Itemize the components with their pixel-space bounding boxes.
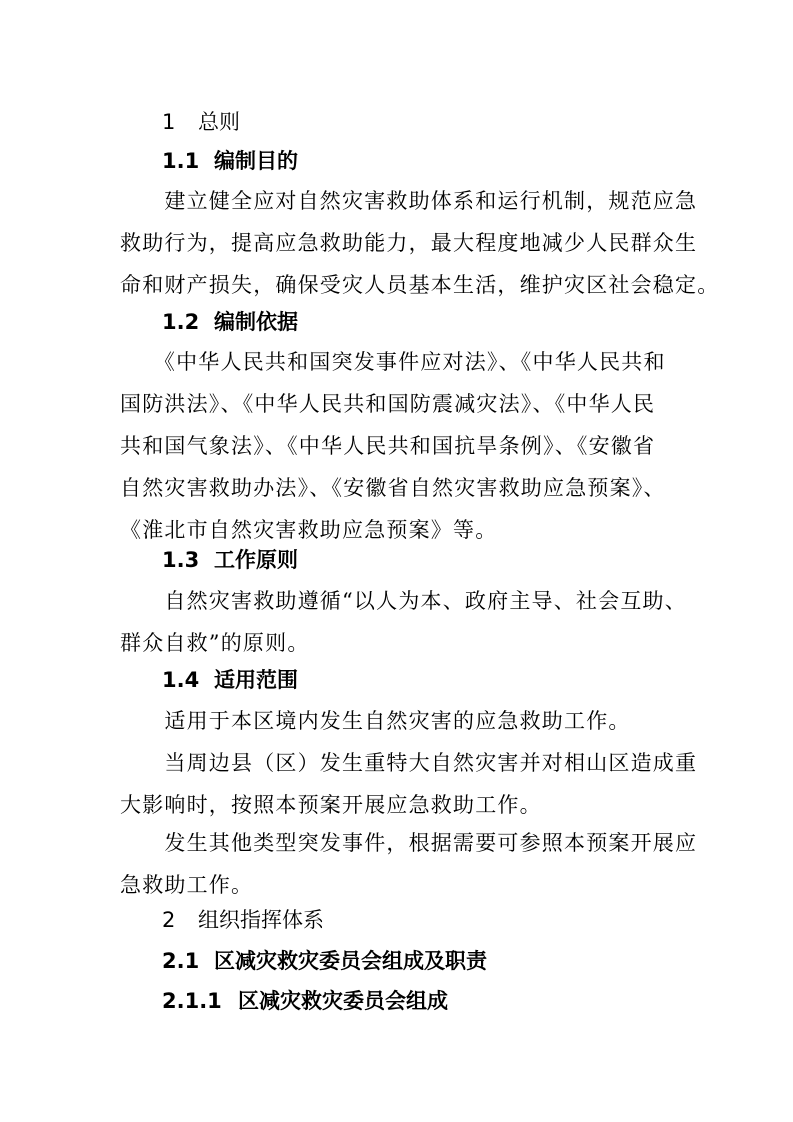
- section-title: 总则: [198, 110, 240, 134]
- section-number: 2: [162, 908, 176, 932]
- section-heading-1-4: [162, 665, 298, 695]
- section-number: 1.4: [162, 668, 200, 692]
- paragraph-line: 《中华人民共和国突发事件应对法》、《中华人民共和: [120, 350, 666, 374]
- section-number: 1.2: [162, 310, 200, 334]
- paragraph-basis: [120, 341, 675, 551]
- paragraph-line: 大影响时，按照本预案开展应急救助工作。: [120, 793, 542, 817]
- paragraph-line: 适用于本区境内发生自然灾害的应急救助工作。: [120, 709, 631, 733]
- paragraph-line: 建立健全应对自然灾害救助体系和运行机制，规范应急: [120, 189, 698, 213]
- section-title: 编制目的: [214, 149, 298, 173]
- section-number: 1: [162, 110, 176, 134]
- paragraph-principles: [120, 580, 687, 664]
- section-heading-1: [162, 107, 240, 137]
- paragraph-scope-1: [120, 700, 675, 742]
- section-number: 1.1: [162, 149, 200, 173]
- section-heading-1-2: [162, 307, 298, 337]
- paragraph-line: 发生其他类型突发事件，根据需要可参照本预案开展应: [120, 831, 698, 855]
- paragraph-line: 当周边县（区）发生重特大自然灾害并对相山区造成重: [120, 751, 698, 775]
- paragraph-line: 《淮北市自然灾害救助应急预案》等。: [120, 518, 498, 542]
- paragraph-line: 共和国气象法》、《中华人民共和国抗旱条例》、《安徽省: [120, 434, 656, 458]
- section-number: 1.3: [162, 548, 200, 572]
- section-title: 适用范围: [214, 668, 298, 692]
- section-number: 2.1: [162, 949, 200, 973]
- section-heading-2-1: [162, 946, 487, 976]
- section-title: 工作原则: [214, 548, 298, 572]
- section-heading-1-3: [162, 545, 298, 575]
- paragraph-line: 自然灾害救助遵循“以人为本、政府主导、社会互助、: [120, 589, 687, 613]
- paragraph-line: 命和财产损失，确保受灾人员基本生活，维护灾区社会稳定。: [120, 273, 720, 297]
- section-number: 2.1.1: [162, 989, 222, 1013]
- paragraph-scope-2: [120, 742, 698, 826]
- section-title: 区减灾救灾委员会组成及职责: [214, 949, 487, 973]
- section-heading-2-1-1: [162, 986, 448, 1016]
- paragraph-purpose: [120, 180, 720, 306]
- section-heading-2: [162, 905, 324, 935]
- paragraph-line: 自然灾害救助办法》、《安徽省自然灾害救助应急预案》、: [120, 476, 666, 500]
- section-title: 编制依据: [214, 310, 298, 334]
- section-heading-1-1: [162, 146, 298, 176]
- section-title: 区减灾救灾委员会组成: [238, 989, 448, 1013]
- section-title: 组织指挥体系: [198, 908, 324, 932]
- paragraph-line: 国防洪法》、《中华人民共和国防震减灾法》、《中华人民: [120, 392, 656, 416]
- paragraph-scope-3: [120, 822, 698, 906]
- paragraph-line: 群众自救”的原则。: [120, 631, 310, 655]
- paragraph-line: 急救助工作。: [120, 873, 254, 897]
- paragraph-line: 救助行为，提高应急救助能力，最大程度地减少人民群众生: [120, 231, 698, 255]
